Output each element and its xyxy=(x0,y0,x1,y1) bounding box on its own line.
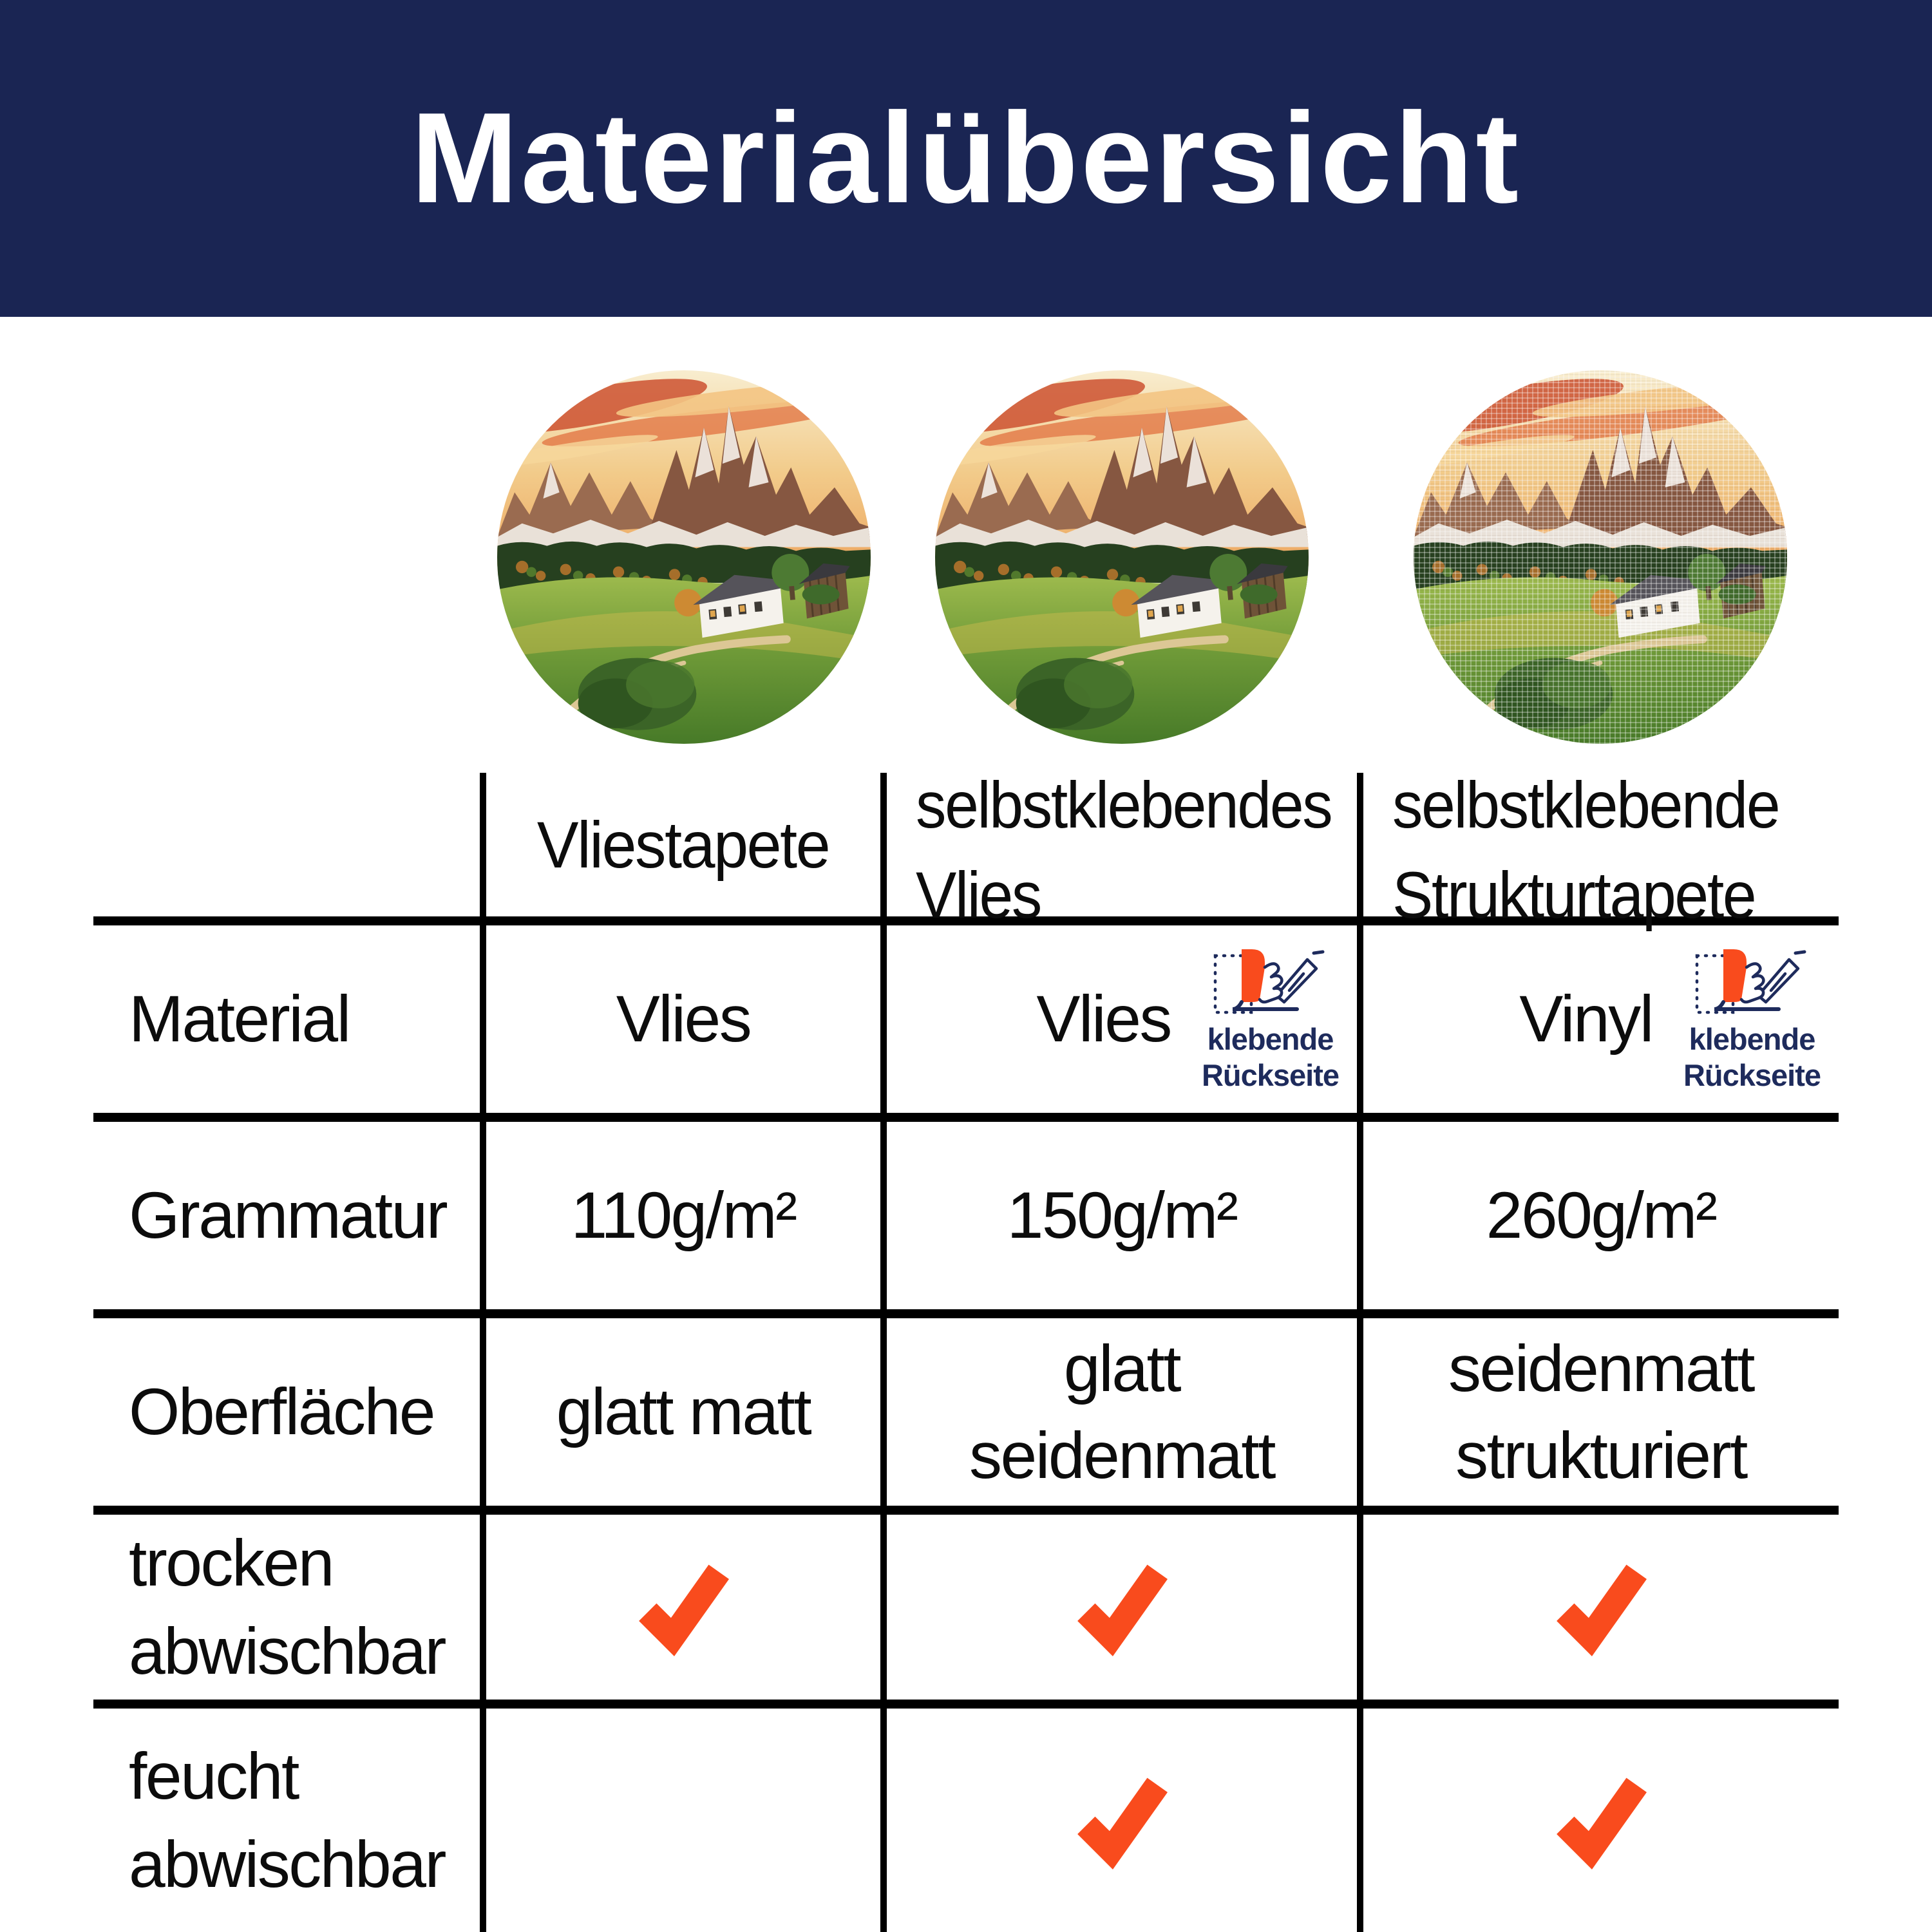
column-header-label-line2: Strukturtapete xyxy=(1392,858,1756,932)
row-label-oberflaeche: Oberfläche xyxy=(129,1375,434,1448)
cell-trocken-selbstklebendes-vlies xyxy=(887,1515,1357,1700)
photo-vliestapete xyxy=(497,370,871,744)
adhesive-backing-badge: klebende Rückseite xyxy=(1202,945,1339,1094)
cell-oberflaeche-vliestapete: glatt matt xyxy=(556,1375,811,1448)
table-horizontal-divider-2 xyxy=(93,1113,1839,1122)
column-header-label: Vliestapete xyxy=(537,808,829,882)
table-horizontal-divider-5 xyxy=(93,1700,1839,1709)
table-horizontal-divider-3 xyxy=(93,1309,1839,1318)
adhesive-backing-badge: klebende Rückseite xyxy=(1683,945,1821,1094)
cell-material-vliestapete: Vlies xyxy=(616,982,751,1056)
cell-material-selbstklebendes-vlies: Vlies klebende Rückseite xyxy=(887,925,1357,1113)
cell-oberflaeche-selbstklebendes-vlies: glatt seidenmatt xyxy=(969,1331,1274,1492)
check-icon xyxy=(1553,1768,1649,1873)
cell-material-strukturtapete: Vinyl klebende Rückseite xyxy=(1363,925,1839,1113)
check-icon xyxy=(1074,1768,1170,1873)
table-vertical-divider-3 xyxy=(1357,773,1363,1932)
cell-trocken-vliestapete xyxy=(486,1515,880,1700)
column-header-selbstklebende-strukturtapete xyxy=(1363,760,1839,940)
column-header-label-line1: selbstklebendes xyxy=(916,768,1332,842)
cell-oberflaeche-strukturtapete: seidenmatt strukturiert xyxy=(1448,1331,1754,1492)
cell-feucht-vliestapete xyxy=(486,1709,880,1932)
column-header-vliestapete xyxy=(486,773,880,916)
header-band xyxy=(0,0,1932,317)
check-icon xyxy=(636,1555,731,1660)
cell-feucht-selbstklebendes-vlies xyxy=(887,1709,1357,1932)
row-label-trocken-abwischbar: trocken abwischbar xyxy=(129,1526,445,1688)
cell-feucht-strukturtapete xyxy=(1363,1709,1839,1932)
cell-grammatur-vliestapete: 110g/m² xyxy=(571,1179,796,1252)
cell-grammatur-selbstklebendes-vlies: 150g/m² xyxy=(1007,1179,1237,1252)
row-label-material: Material xyxy=(129,982,350,1056)
row-label-grammatur: Grammatur xyxy=(129,1179,447,1252)
adhesive-backing-icon xyxy=(1694,945,1810,1021)
page-title: Materialübersicht xyxy=(410,86,1522,230)
photo-selbstklebende-strukturtapete xyxy=(1414,370,1787,744)
column-header-selbstklebendes-vlies xyxy=(887,760,1357,940)
check-icon xyxy=(1074,1555,1170,1660)
row-label-feucht-abwischbar: feucht abwischbar xyxy=(129,1739,445,1901)
check-icon xyxy=(1553,1555,1649,1660)
adhesive-backing-icon xyxy=(1212,945,1328,1021)
table-horizontal-divider-4 xyxy=(93,1506,1839,1515)
column-header-label-line1: selbstklebende xyxy=(1392,768,1779,842)
table-vertical-divider-2 xyxy=(880,773,887,1932)
cell-grammatur-strukturtapete: 260g/m² xyxy=(1486,1179,1716,1252)
column-header-label-line2: Vlies xyxy=(916,858,1041,932)
photo-selbstklebendes-vlies xyxy=(935,370,1309,744)
texture-overlay xyxy=(1414,370,1787,744)
cell-trocken-strukturtapete xyxy=(1363,1515,1839,1700)
